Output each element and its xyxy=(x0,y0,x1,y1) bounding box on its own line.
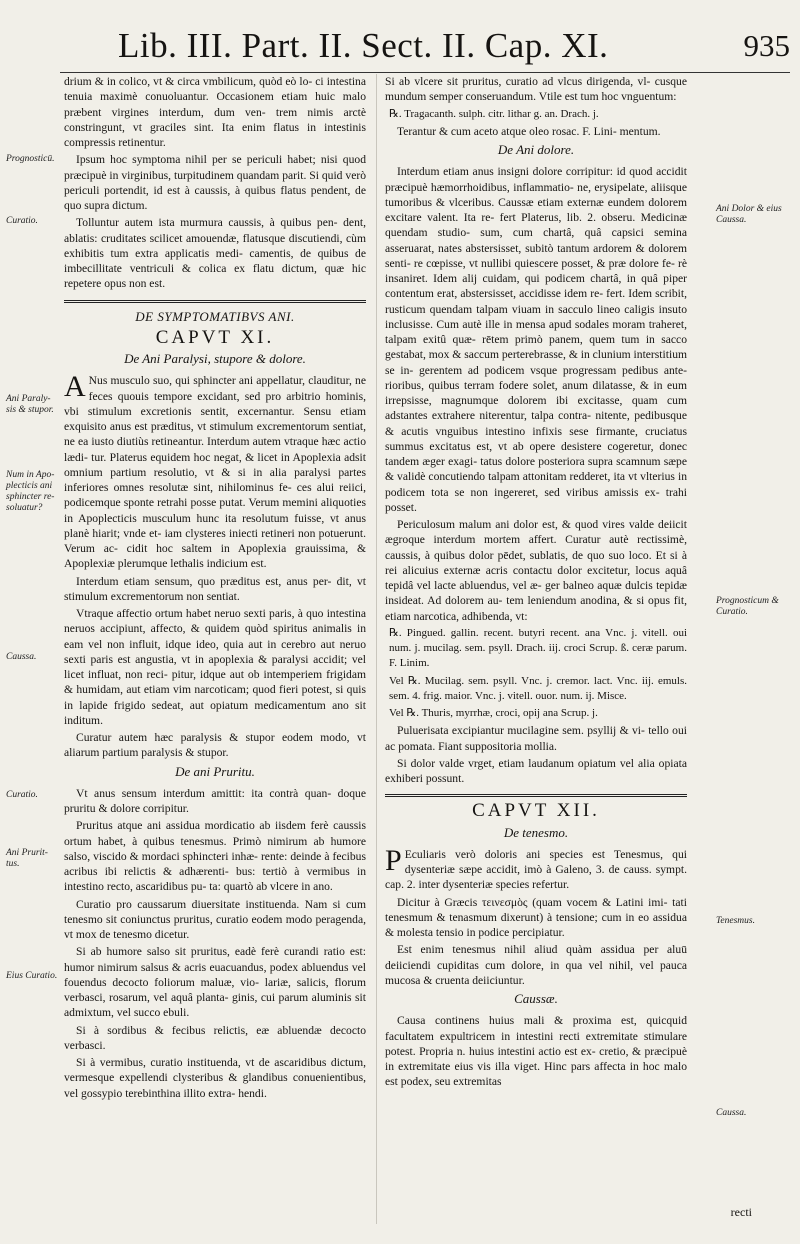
paragraph: Ipsum hoc symptoma nihil per se periculi habet; nisi quod præcipuè in virginibus, turpitudinem quandam parit. Si quid verò periculi portendit, id est à caussis, à quibus flatus pendent, de quo supra dictum. xyxy=(64,153,366,212)
margin-note: Ani Prurit- tus. xyxy=(6,848,48,869)
section-rule xyxy=(385,794,687,797)
paragraph: drium & in colico, vt & circa vmbilicum, quòd eò lo- ci intestina tenuia maximè conuoluantur. Occasionem etiam huic malo præbent virgines interdum, dum ven- trem nimis arctè constringunt, vt graciles sint. Ita enim flatus in intestinis compressis retinentur. xyxy=(64,75,366,149)
paragraph: Vt anus sensum interdum amittit: ita contrà quan- doque pruritu & dolore corripitur. xyxy=(64,786,366,815)
page-header xyxy=(100,20,790,72)
paragraph: Curatur autem hæc paralysis & stupor eodem modo, vt aliarum partium paralysis & stupor. xyxy=(64,731,366,760)
subheading: Caussæ. xyxy=(514,991,558,1006)
drop-cap: A xyxy=(64,370,86,404)
margin-note: Tenesmus. xyxy=(716,916,755,926)
margin-note: Curatio. xyxy=(6,790,38,800)
chapter-heading: CAPVT XI. xyxy=(155,326,275,348)
running-title: Lib. III. Part. II. Sect. II. Cap. XI. xyxy=(118,26,609,65)
column-gutter xyxy=(376,74,377,1224)
paragraph: Interdum etiam sensum, quo præditus est, anus per- dit, vt stimulum excrementorum non sentiat. xyxy=(64,574,366,603)
page-number: 935 xyxy=(743,28,790,63)
paragraph-with-dropcap xyxy=(64,370,366,571)
paragraph: Pruritus atque ani assidua mordicatio ab iisdem ferè caussis ortum habet, à quibus tenesmus. Primò nimirum ab humore salso, viscido & mordaci sphincteri inhæ- rente: deinde à fecibus acribus ibi relictis & adhærenti- bus: tertiò à vermibus in intestino recto, ascaridibus pu- ta: quartò ab vlcere in ano. xyxy=(64,819,366,894)
paragraph: Tolluntur autem ista murmura caussis, à quibus pen- dent, ablatis: cruditates scilicet amouendæ, flatusque discutiendi, cùm exhibitis tum extra applicatis medi- camentis, de quibus de imbecillitate ventriculi & colica ex flatu dictum, quæ hic repetere opus non est. xyxy=(64,216,366,291)
left-column xyxy=(64,74,366,1103)
chapter-heading: CAPVT XII. xyxy=(472,800,600,822)
paragraph: Si ab humore salso sit pruritus, eadè ferè curandi ratio est: humor nimirum salsus & acris euacuandus, podex abluendus vel fouendus decocto foliorum maluæ, vio- lariæ, salicis, florum verbasci, rosarum, vel aquâ planta- ginis, cui parum aluminis sit admixtum, vel succo ebuli. xyxy=(64,945,366,1020)
margin-note: Ani Dolor & eius Caussa. xyxy=(716,204,782,225)
margin-note: Ani Paraly- sis & stupor. xyxy=(6,394,54,415)
paragraph-text: Eculiaris verò doloris ani species est Tenesmus, qui dysenteriæ sæpe accidit, imò à Galeno, 3. de causs. sympt. cap. 2. inter dysenteriæ species refertur. xyxy=(385,847,687,892)
section-rule xyxy=(64,300,366,303)
margin-note: Curatio. xyxy=(6,216,38,226)
section-title: DE SYMPTOMATIBVS ANI. xyxy=(135,308,295,324)
drop-cap: P xyxy=(385,843,402,877)
subheading: De ani Pruritu. xyxy=(175,763,255,779)
paragraph: Si à sordibus & fecibus relictis, eæ abluendæ decocto verbasci. xyxy=(64,1023,366,1052)
margin-note: Prognosticum & Curatio. xyxy=(716,596,779,617)
paragraph: Si ab vlcere sit pruritus, curatio ad vlcus dirigenda, vl- cusque mundum semper conseruandum. Vtile est tum hoc vnguentum: xyxy=(385,75,687,104)
paragraph: Est enim tenesmus nihil aliud quàm assidua per aluū deiiciendi cupiditas cum dolore, in qua vel nihil, vel pauca mucosa & cruenta deiiciuntur. xyxy=(385,943,687,987)
recipe-line: ℞. Tragacanth. sulph. citr. lithar g. an. Drach. j. xyxy=(389,107,599,120)
paragraph-text: Nus musculo suo, qui sphincter ani appellatur, clauditur, ne feces quouis tempore excidant, sed pro arbitrio hominis, vbi stimulum excretionis sentit, excernantur. Sensu etiam exquisito anus est præditus, vt stimulum excrementorum sentiat, ne ea iusto diutiùs retineantur. Interdum autem vtraque hæc actio lædi- tur. Platerus equidem hoc negat, & licet in Apoplexia adsit omnium partium resolutio, vt & si in alia paralysi partes inferiores omnes resolutæ sint, nihilominus fe- ces alui reiici, podicemque sponte retrahi posse putat. Verum memini aliquoties in Apoplecticis musculum hunc ita resolutum fuisse, vt anus planè hiarit; vnde et- iam clysteres iniecti retineri non potuerunt. Verum ac- cidit hoc saltem in Apoplexia grauissima, & Apoplexiæ plerumque lethalis indicium est. xyxy=(64,374,366,571)
paragraph: Si dolor valde vrget, etiam laudanum opiatum vel alia opiata exhiberi possunt. xyxy=(385,756,687,785)
chapter-subtitle: De Ani Paralysi, stupore & dolore. xyxy=(124,351,306,366)
paragraph: Dicitur à Græcis τεινεσμὸς (quam vocem & Latini imi- tati tenesmum & tenasmum dixerunt) à tensione; cum in eo assidua & molesta tensio in podice percipiatur. xyxy=(385,895,687,939)
paragraph: Interdum etiam anus insigni dolore corripitur: id quod accidit præcipuè hæmorrhoidibus, inflammatio- ne, erysipelate, aliisque tumoribus & vlceribus. Caussæ etiam externæ eundem dolorem excitare valent. Ita re- fert Platerus, lib. 2. obseru. Medicinæ quendam studio- sum, cum chartâ, quâ capsici semina asseruarat, nates abstersisset, subitò tantum ardorem & dolorem senti- re cœpisse, vt nullibi quiescere posset, & præ dolore fe- rè insaniret. Idem alij cuidam, qui podicem chartâ, in quâ piper contentum erat, abstersisset, accidisse idem re- fert. Idem scribit, rusticum quendam talpam viuam in sacculo lineo caligis insuto inclusisse. Cum autè ille in mensa apud sodales moram traheret, talpam exitû quæ- rētem primò panem, quem tum in sacco gestabat, mox & saccum perterebrasse, & in clunium interstitium se in- gerentem ad podicem vsque progressam pedibus ante- rioribus, quibus terram fodere solet, anum dilatasse, & in eum irrepsisse, magnumque dolorem ibi excitasse, quam cum adstantes extrahere niterentur, talpa contra- nitente, pedibusque & acutis vnguibus intestino infixis sese firmante, cruciatus summus excitatus est, vt ab opere desistere cogeretur, donec tandem æger exagi- tatus dolore posteriora supra scamnum sæpe & validè concutiendo talpam attonitam redderet, ita vt vlterius in podicem tota se non ingereret, sed viribus amissis ex- trahi posset. xyxy=(385,165,688,514)
paragraph: Puluerisata excipiantur mucilagine sem. psyllij & vi- tello oui ac pomata. Fiant suppositoria mollia. xyxy=(385,724,687,753)
margin-note: Caussa. xyxy=(716,1108,747,1118)
recipe-line: Vel ℞. Mucilag. sem. psyll. Vnc. j. cremor. lact. Vnc. iij. emuls. sem. 4. frig. maior. Vnc. j. vitell. ouor. num. ij. Misce. xyxy=(389,674,687,702)
paragraph: Vtraque affectio ortum habet neruo sexti paris, à quo intestina neruos accipiunt, affecto, & quidem quòd spiritus animalis in eam vel non influit, idque ideo, quia aut in cerebro aut neruo sexti paris est angustia, vt in apoplexia & paralysi accidit; vel licet influat, non reci- pitur, idque aut ob intemperiem frigidam & humidam, aut etiam vim narcoticam; quod fieri potest, si quis in lapide frigido sedeat, aut opiatum medicamentum ano sit inditum. xyxy=(64,607,366,727)
right-column xyxy=(385,74,687,1092)
chapter-subtitle: De tenesmo. xyxy=(503,824,569,840)
paragraph: Causa continens huius mali & proxima est, quicquid facultatem expultricem in intestini recti extremitate stimulare potest. Propria n. huius intestini actio est ex- cretio, & præcipuè in extremitate eius vis illa viget. Hinc pars affecta in hoc malo est podex, seu extremitas xyxy=(385,1014,687,1089)
margin-note: Num in Apo- plecticis ani sphincter re- soluatur? xyxy=(6,470,55,513)
margin-note: Eius Curatio. xyxy=(6,971,58,981)
paragraph: Si à vermibus, curatio instituenda, vt de ascaridibus dictum, vermesque expellendi clysteribus & glandibus conuenientibus, vel gossypio terebinthina illito extra- hendi. xyxy=(64,1056,366,1100)
header-rule xyxy=(60,72,790,73)
margin-note: Caussa. xyxy=(6,652,37,662)
margin-note: Prognosticū. xyxy=(6,154,55,164)
paragraph-with-dropcap xyxy=(385,843,687,893)
recipe-line: ℞. Pingued. gallin. recent. butyri recent. ana Vnc. j. vitell. oui num. j. mucilag. sem. psyll. Drach. iij. croci Scrup. ß. ceræ parum. F. Linim. xyxy=(389,626,687,670)
catchword: recti xyxy=(730,1205,752,1219)
paragraph: Periculosum malum ani dolor est, & quod vires valde deiicit ægroque interdum mortem affert. Curatur autè rectissimè, caussis, à quibus dolor pēdet, sublatis, de quo suo loco. Et si à rei alicuius externæ acris contactu dolor excitetur, locus aquâ tepidâ vel lacte abluendus, vel æ- ger balneo aquæ dulcis tepidæ insideat. Ad dolorem au- tem leniendum anodina, & si opus fit, etiam narcotica, adhibenda, vt: xyxy=(385,518,687,623)
paragraph: Curatio pro caussarum diuersitate instituenda. Nam si cum tenesmo sit coniunctus pruritus, curatio eodem modo peragenda, vt mox de tenesmo dicetur. xyxy=(64,897,366,941)
recipe-line: Vel ℞. Thuris, myrrhæ, croci, opij ana Scrup. j. xyxy=(389,707,598,719)
subheading: De Ani dolore. xyxy=(497,142,575,157)
paragraph: Terantur & cum aceto atque oleo rosac. F. Lini- mentum. xyxy=(397,124,661,138)
